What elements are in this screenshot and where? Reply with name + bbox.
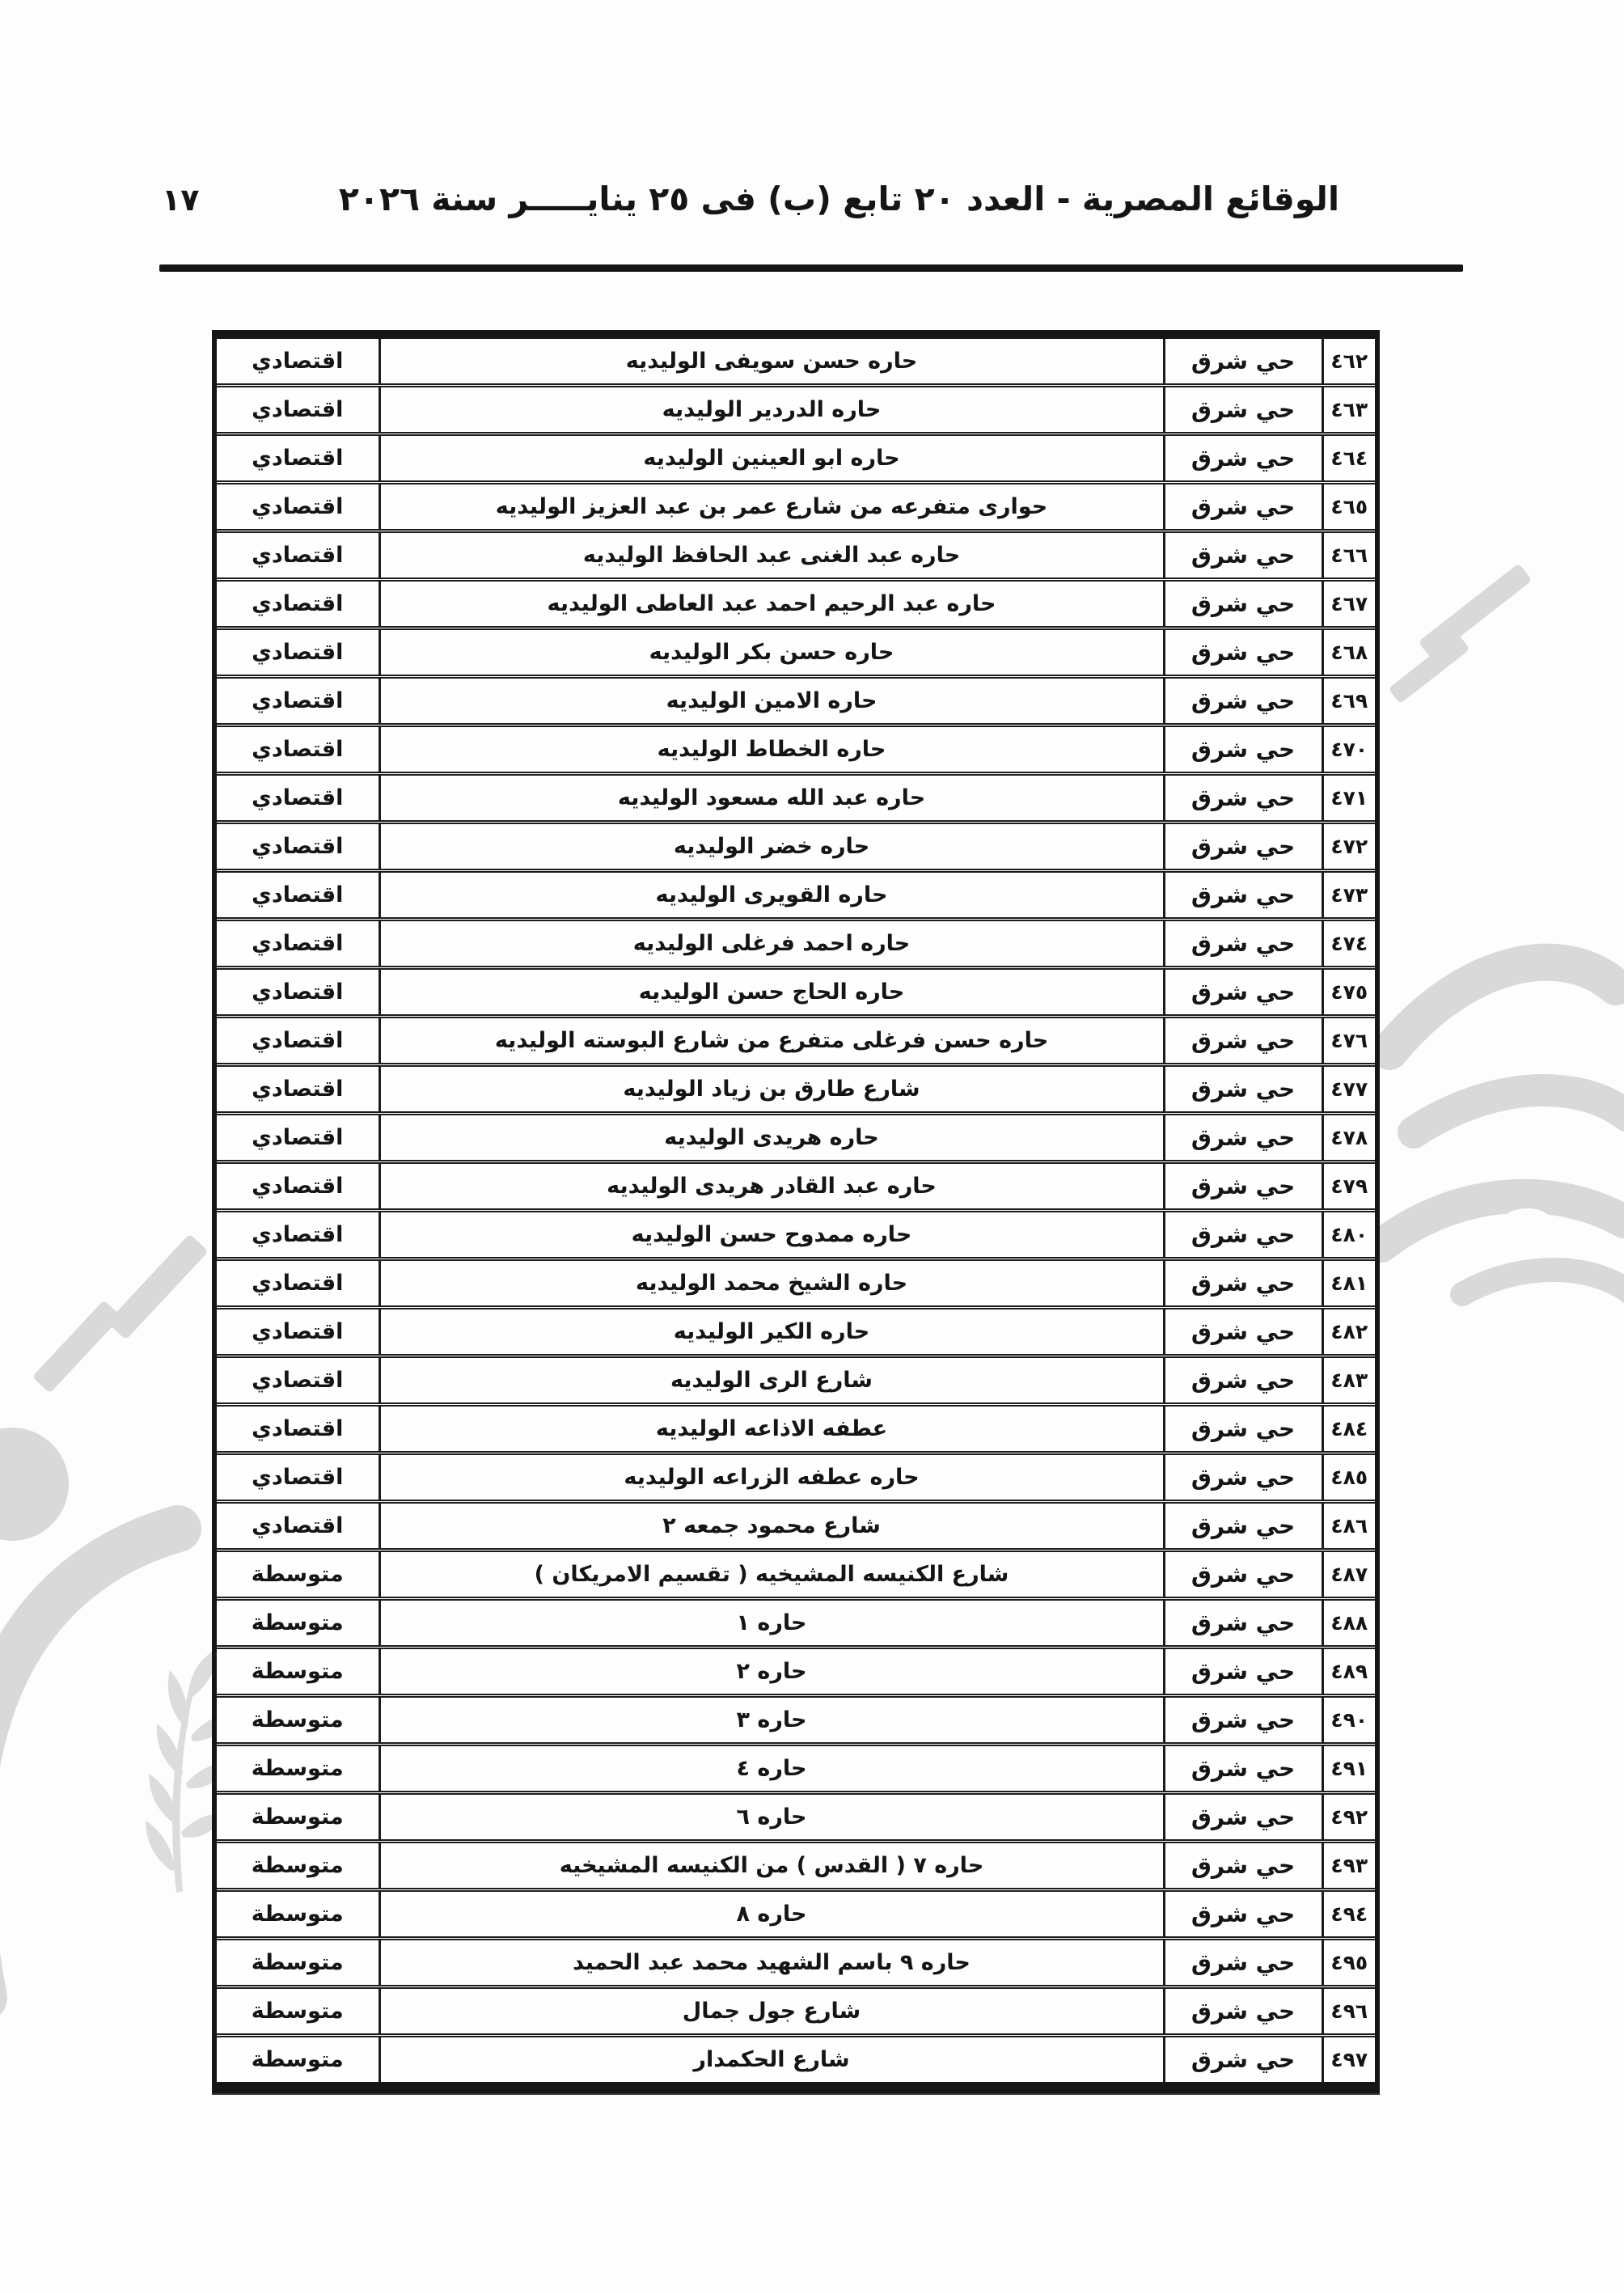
category-cell: متوسطة <box>214 1696 379 1745</box>
district-cell: حي شرق <box>1164 531 1322 580</box>
gazette-header-title: الوقائع المصرية - العدد ٢٠ تابع (ب) فى ٢٥ ينايـــــر سنة ٢٠٢٦ <box>338 180 1339 218</box>
table-row <box>214 1453 1377 1502</box>
table-row <box>214 335 1377 386</box>
category-cell: اقتصادي <box>214 531 379 580</box>
street-name-cell: حاره خضر الوليديه <box>379 823 1164 871</box>
table-row <box>214 1405 1377 1453</box>
district-cell: حي شرق <box>1164 1551 1322 1599</box>
street-serial-number: ٤٦٢ <box>1322 335 1377 386</box>
street-serial-number: ٤٩١ <box>1322 1745 1377 1793</box>
category-cell: متوسطة <box>214 1648 379 1696</box>
category-cell: اقتصادي <box>214 1065 379 1114</box>
table-row <box>214 1696 1377 1745</box>
street-name-cell: حاره القويرى الوليديه <box>379 871 1164 920</box>
street-serial-number: ٤٨٧ <box>1322 1551 1377 1599</box>
street-serial-number: ٤٨٢ <box>1322 1308 1377 1356</box>
table-row <box>214 1162 1377 1211</box>
category-cell: اقتصادي <box>214 483 379 531</box>
street-name-cell: حاره عبد الرحيم احمد عبد العاطى الوليديه <box>379 580 1164 628</box>
category-cell: متوسطة <box>214 1745 379 1793</box>
street-serial-number: ٤٦٥ <box>1322 483 1377 531</box>
street-serial-number: ٤٨٨ <box>1322 1599 1377 1648</box>
watermark-arc-left <box>0 1480 202 2046</box>
street-serial-number: ٤٩٥ <box>1322 1939 1377 1987</box>
street-name-cell: حاره ٤ <box>379 1745 1164 1793</box>
street-serial-number: ٤٧٥ <box>1322 968 1377 1017</box>
street-name-cell: حاره ٩ باسم الشهيد محمد عبد الحميد <box>379 1939 1164 1987</box>
table-row <box>214 1890 1377 1939</box>
street-serial-number: ٤٨٩ <box>1322 1648 1377 1696</box>
street-serial-number: ٤٧٦ <box>1322 1017 1377 1065</box>
street-name-cell: حاره ٦ <box>379 1793 1164 1842</box>
district-cell: حي شرق <box>1164 434 1322 483</box>
street-name-cell: حاره الحاج حسن الوليديه <box>379 968 1164 1017</box>
district-cell: حي شرق <box>1164 1259 1322 1308</box>
category-cell: اقتصادي <box>214 1308 379 1356</box>
street-serial-number: ٤٦٣ <box>1322 386 1377 434</box>
category-cell: اقتصادي <box>214 434 379 483</box>
street-name-cell: حاره عطفه الزراعه الوليديه <box>379 1453 1164 1502</box>
street-serial-number: ٤٧٨ <box>1322 1114 1377 1162</box>
category-cell: متوسطة <box>214 2036 379 2088</box>
category-cell: اقتصادي <box>214 386 379 434</box>
page-number: ١٧ <box>162 182 200 218</box>
street-serial-number: ٤٩٧ <box>1322 2036 1377 2088</box>
street-name-cell: حاره ٧ ( القدس ) من الكنيسه المشيخيه <box>379 1842 1164 1890</box>
table-row <box>214 1842 1377 1890</box>
street-serial-number: ٤٦٦ <box>1322 531 1377 580</box>
table-row <box>214 1939 1377 1987</box>
street-name-cell: حاره عبد الله مسعود الوليديه <box>379 774 1164 823</box>
district-cell: حي شرق <box>1164 1648 1322 1696</box>
category-cell: متوسطة <box>214 1939 379 1987</box>
category-cell: اقتصادي <box>214 968 379 1017</box>
district-cell: حي شرق <box>1164 1308 1322 1356</box>
table-row <box>214 871 1377 920</box>
district-cell: حي شرق <box>1164 726 1322 774</box>
table-row <box>214 1648 1377 1696</box>
street-serial-number: ٤٧٣ <box>1322 871 1377 920</box>
district-cell: حي شرق <box>1164 1890 1322 1939</box>
district-cell: حي شرق <box>1164 628 1322 677</box>
district-cell: حي شرق <box>1164 1356 1322 1405</box>
street-serial-number: ٤٨٥ <box>1322 1453 1377 1502</box>
street-serial-number: ٤٧٧ <box>1322 1065 1377 1114</box>
district-cell: حي شرق <box>1164 483 1322 531</box>
district-cell: حي شرق <box>1164 1405 1322 1453</box>
category-cell: اقتصادي <box>214 1405 379 1453</box>
district-cell: حي شرق <box>1164 871 1322 920</box>
street-name-cell: حاره عبد الغنى عبد الحافظ الوليديه <box>379 531 1164 580</box>
category-cell: اقتصادي <box>214 823 379 871</box>
street-serial-number: ٤٦٩ <box>1322 677 1377 726</box>
district-cell: حي شرق <box>1164 1987 1322 2036</box>
category-cell: اقتصادي <box>214 1356 379 1405</box>
street-serial-number: ٤٩٠ <box>1322 1696 1377 1745</box>
street-name-cell: حاره ١ <box>379 1599 1164 1648</box>
table-row <box>214 1745 1377 1793</box>
street-name-cell: حاره الكير الوليديه <box>379 1308 1164 1356</box>
street-name-cell: شارع الرى الوليديه <box>379 1356 1164 1405</box>
street-name-cell: حاره حسن فرغلى متفرع من شارع البوسته الوليديه <box>379 1017 1164 1065</box>
category-cell: اقتصادي <box>214 335 379 386</box>
category-cell: متوسطة <box>214 1890 379 1939</box>
district-cell: حي شرق <box>1164 1745 1322 1793</box>
category-cell: اقتصادي <box>214 774 379 823</box>
table-row <box>214 531 1377 580</box>
street-name-cell: شارع طارق بن زياد الوليديه <box>379 1065 1164 1114</box>
district-cell: حي شرق <box>1164 1502 1322 1551</box>
district-cell: حي شرق <box>1164 1696 1322 1745</box>
street-serial-number: ٤٩٦ <box>1322 1987 1377 2036</box>
header-rule <box>159 264 1463 272</box>
district-cell: حي شرق <box>1164 335 1322 386</box>
district-cell: حي شرق <box>1164 1017 1322 1065</box>
street-serial-number: ٤٨٠ <box>1322 1211 1377 1259</box>
street-name-cell: حاره ٢ <box>379 1648 1164 1696</box>
district-cell: حي شرق <box>1164 386 1322 434</box>
watermark-stroke <box>1388 634 1470 704</box>
district-cell: حي شرق <box>1164 1599 1322 1648</box>
table-row <box>214 1599 1377 1648</box>
category-cell: متوسطة <box>214 1842 379 1890</box>
street-name-cell: حاره ٨ <box>379 1890 1164 1939</box>
table-row <box>214 1017 1377 1065</box>
street-serial-number: ٤٨٦ <box>1322 1502 1377 1551</box>
category-cell: اقتصادي <box>214 677 379 726</box>
district-cell: حي شرق <box>1164 1162 1322 1211</box>
table-row <box>214 434 1377 483</box>
watermark-blob <box>0 1428 69 1541</box>
table-row <box>214 628 1377 677</box>
table-row <box>214 726 1377 774</box>
category-cell: متوسطة <box>214 1599 379 1648</box>
category-cell: اقتصادي <box>214 726 379 774</box>
category-cell: متوسطة <box>214 1987 379 2036</box>
street-name-cell: حاره ممدوح حسن الوليديه <box>379 1211 1164 1259</box>
table-row <box>214 580 1377 628</box>
watermark-calligraphy-right <box>1365 841 1624 1343</box>
street-serial-number: ٤٩٤ <box>1322 1890 1377 1939</box>
watermark-stroke <box>32 1300 122 1394</box>
street-name-cell: حاره عبد القادر هريدى الوليديه <box>379 1162 1164 1211</box>
category-cell: متوسطة <box>214 1551 379 1599</box>
street-name-cell: شارع محمود جمعه ٢ <box>379 1502 1164 1551</box>
table-row <box>214 920 1377 968</box>
street-serial-number: ٤٨٤ <box>1322 1405 1377 1453</box>
category-cell: اقتصادي <box>214 1259 379 1308</box>
watermark-stroke <box>1418 563 1532 659</box>
table-row <box>214 1502 1377 1551</box>
street-name-cell: حاره ٣ <box>379 1696 1164 1745</box>
street-serial-number: ٤٦٨ <box>1322 628 1377 677</box>
street-serial-number: ٤٧٠ <box>1322 726 1377 774</box>
table-row <box>214 1551 1377 1599</box>
district-cell: حي شرق <box>1164 1939 1322 1987</box>
street-name-cell: حاره الخطاط الوليديه <box>379 726 1164 774</box>
street-serial-number: ٤٩٣ <box>1322 1842 1377 1890</box>
district-cell: حي شرق <box>1164 968 1322 1017</box>
district-cell: حي شرق <box>1164 920 1322 968</box>
table-row <box>214 1114 1377 1162</box>
watermark-stroke <box>107 1233 209 1340</box>
street-name-cell: حاره ابو العينين الوليديه <box>379 434 1164 483</box>
table-row <box>214 1987 1377 2036</box>
district-cell: حي شرق <box>1164 580 1322 628</box>
street-serial-number: ٤٨١ <box>1322 1259 1377 1308</box>
street-serial-number: ٤٧١ <box>1322 774 1377 823</box>
table-row <box>214 483 1377 531</box>
district-cell: حي شرق <box>1164 774 1322 823</box>
table-row <box>214 677 1377 726</box>
street-name-cell: حاره حسن بكر الوليديه <box>379 628 1164 677</box>
street-name-cell: حاره الدردير الوليديه <box>379 386 1164 434</box>
street-name-cell: حاره الامين الوليديه <box>379 677 1164 726</box>
table-row <box>214 1793 1377 1842</box>
street-name-cell: حاره احمد فرغلى الوليديه <box>379 920 1164 968</box>
street-name-cell: حاره الشيخ محمد الوليديه <box>379 1259 1164 1308</box>
table-row <box>214 774 1377 823</box>
street-name-cell: شارع جول جمال <box>379 1987 1164 2036</box>
table-row <box>214 1308 1377 1356</box>
street-serial-number: ٤٧٤ <box>1322 920 1377 968</box>
table-row <box>214 1065 1377 1114</box>
district-cell: حي شرق <box>1164 677 1322 726</box>
district-cell: حي شرق <box>1164 823 1322 871</box>
page-header <box>162 180 1339 218</box>
category-cell: اقتصادي <box>214 628 379 677</box>
table-row <box>214 1356 1377 1405</box>
category-cell: اقتصادي <box>214 871 379 920</box>
district-cell: حي شرق <box>1164 1453 1322 1502</box>
category-cell: اقتصادي <box>214 1017 379 1065</box>
street-name-cell: شارع الكنيسه المشيخيه ( تقسيم الامريكان ) <box>379 1551 1164 1599</box>
table-row <box>214 1259 1377 1308</box>
category-cell: اقتصادي <box>214 1502 379 1551</box>
streets-registry-table <box>212 330 1380 2093</box>
street-serial-number: ٤٧٩ <box>1322 1162 1377 1211</box>
category-cell: اقتصادي <box>214 1162 379 1211</box>
table-row <box>214 2036 1377 2088</box>
street-serial-number: ٤٦٧ <box>1322 580 1377 628</box>
table-row <box>214 968 1377 1017</box>
table-row <box>214 1211 1377 1259</box>
street-name-cell: حاره حسن سويفى الوليديه <box>379 335 1164 386</box>
table-row <box>214 823 1377 871</box>
category-cell: متوسطة <box>214 1793 379 1842</box>
district-cell: حي شرق <box>1164 2036 1322 2088</box>
district-cell: حي شرق <box>1164 1211 1322 1259</box>
category-cell: اقتصادي <box>214 1114 379 1162</box>
district-cell: حي شرق <box>1164 1065 1322 1114</box>
street-serial-number: ٤٨٣ <box>1322 1356 1377 1405</box>
category-cell: اقتصادي <box>214 580 379 628</box>
category-cell: اقتصادي <box>214 1211 379 1259</box>
district-cell: حي شرق <box>1164 1114 1322 1162</box>
category-cell: اقتصادي <box>214 920 379 968</box>
category-cell: اقتصادي <box>214 1453 379 1502</box>
street-name-cell: عطفه الاذاعه الوليديه <box>379 1405 1164 1453</box>
street-name-cell: حاره هريدى الوليديه <box>379 1114 1164 1162</box>
street-serial-number: ٤٧٢ <box>1322 823 1377 871</box>
district-cell: حي شرق <box>1164 1842 1322 1890</box>
table-row <box>214 386 1377 434</box>
street-serial-number: ٤٩٢ <box>1322 1793 1377 1842</box>
street-name-cell: شارع الحكمدار <box>379 2036 1164 2088</box>
district-cell: حي شرق <box>1164 1793 1322 1842</box>
street-name-cell: حوارى متفرعه من شارع عمر بن عبد العزيز الوليديه <box>379 483 1164 531</box>
street-serial-number: ٤٦٤ <box>1322 434 1377 483</box>
